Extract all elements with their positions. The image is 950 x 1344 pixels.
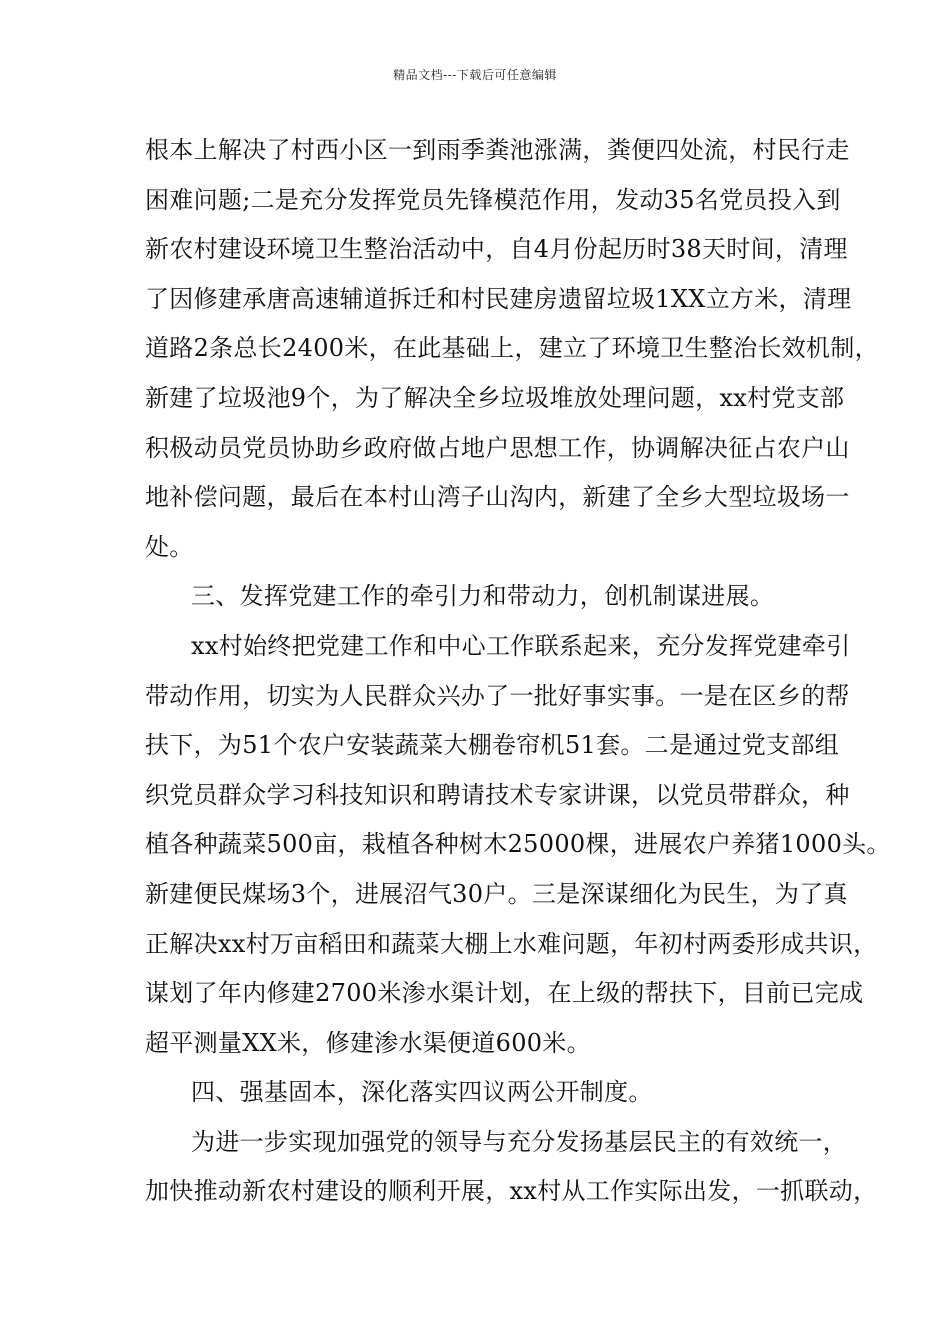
- text-line: 积极动员党员协助乡政府做占地户思想工作，协调解决征占农户山: [145, 433, 850, 462]
- text-line: 谋划了年内修建2700米渗水渠计划，在上级的帮扶下，目前已完成: [145, 979, 864, 1008]
- text-line: 四、强基固本，深化落实四议两公开制度。: [191, 1078, 653, 1107]
- text-line: 困难问题;二是充分发挥党员先锋模范作用，发动35名党员投入到: [145, 185, 841, 214]
- text-line: 三、发挥党建工作的牵引力和带动力，创机制谋进展。: [191, 582, 775, 611]
- text-line: 新农村建设环境卫生整治活动中，自4月份起历时38天时间，清理: [145, 235, 848, 264]
- text-line: 加快推动新农村建设的顺利开展，xx村从工作实际出发，一抓联动，: [145, 1177, 878, 1206]
- text-line: 带动作用，切实为人民群众兴办了一批好事实事。一是在区乡的帮: [145, 681, 850, 710]
- paragraph: [145, 126, 879, 572]
- text-line: 织党员群众学习科技知识和聘请技术专家讲课，以党员带群众，种: [145, 780, 850, 809]
- section-heading: [145, 1068, 825, 1118]
- text-line: 新建便民煤场3个，进展沼气30户。三是深谋细化为民生，为了真: [145, 879, 848, 908]
- paragraph: [145, 622, 891, 1068]
- text-line: 扶下，为51个农户安装蔬菜大棚卷帘机51套。二是通过党支部组: [145, 731, 840, 760]
- text-line: 正解决xx村万亩稻田和蔬菜大棚上水难问题，年初村两委形成共识，: [145, 929, 878, 958]
- document-body: [145, 126, 891, 1217]
- text-line: 了因修建承唐高速辅道拆迁和村民建房遗留垃圾1XX立方米，清理: [145, 284, 852, 313]
- section-heading: [145, 572, 825, 622]
- text-line: 地补偿问题，最后在本村山湾子山沟内，新建了全乡大型垃圾场一: [145, 483, 850, 512]
- paragraph: [145, 1118, 878, 1217]
- text-line: 处。: [145, 532, 194, 561]
- text-line: xx村始终把党建工作和中心工作联系起来，充分发挥党建牵引: [191, 631, 851, 660]
- text-line: 超平测量XX米，修建渗水渠便道600米。: [145, 1028, 591, 1057]
- text-line: 道路2条总长2400米，在此基础上，建立了环境卫生整治长效机制，: [145, 334, 879, 363]
- text-line: 植各种蔬菜500亩，栽植各种树木25000棵，进展农户养猪1000头。: [145, 830, 891, 859]
- text-line: 新建了垃圾池9个，为了解决全乡垃圾堆放处理问题，xx村党支部: [145, 383, 845, 412]
- page-header: 精品文档---下载后可任意编辑: [393, 68, 557, 82]
- text-line: 为进一步实现加强党的领导与充分发扬基层民主的有效统一，: [191, 1127, 848, 1156]
- text-line: 根本上解决了村西小区一到雨季粪池涨满，粪便四处流，村民行走: [145, 136, 850, 164]
